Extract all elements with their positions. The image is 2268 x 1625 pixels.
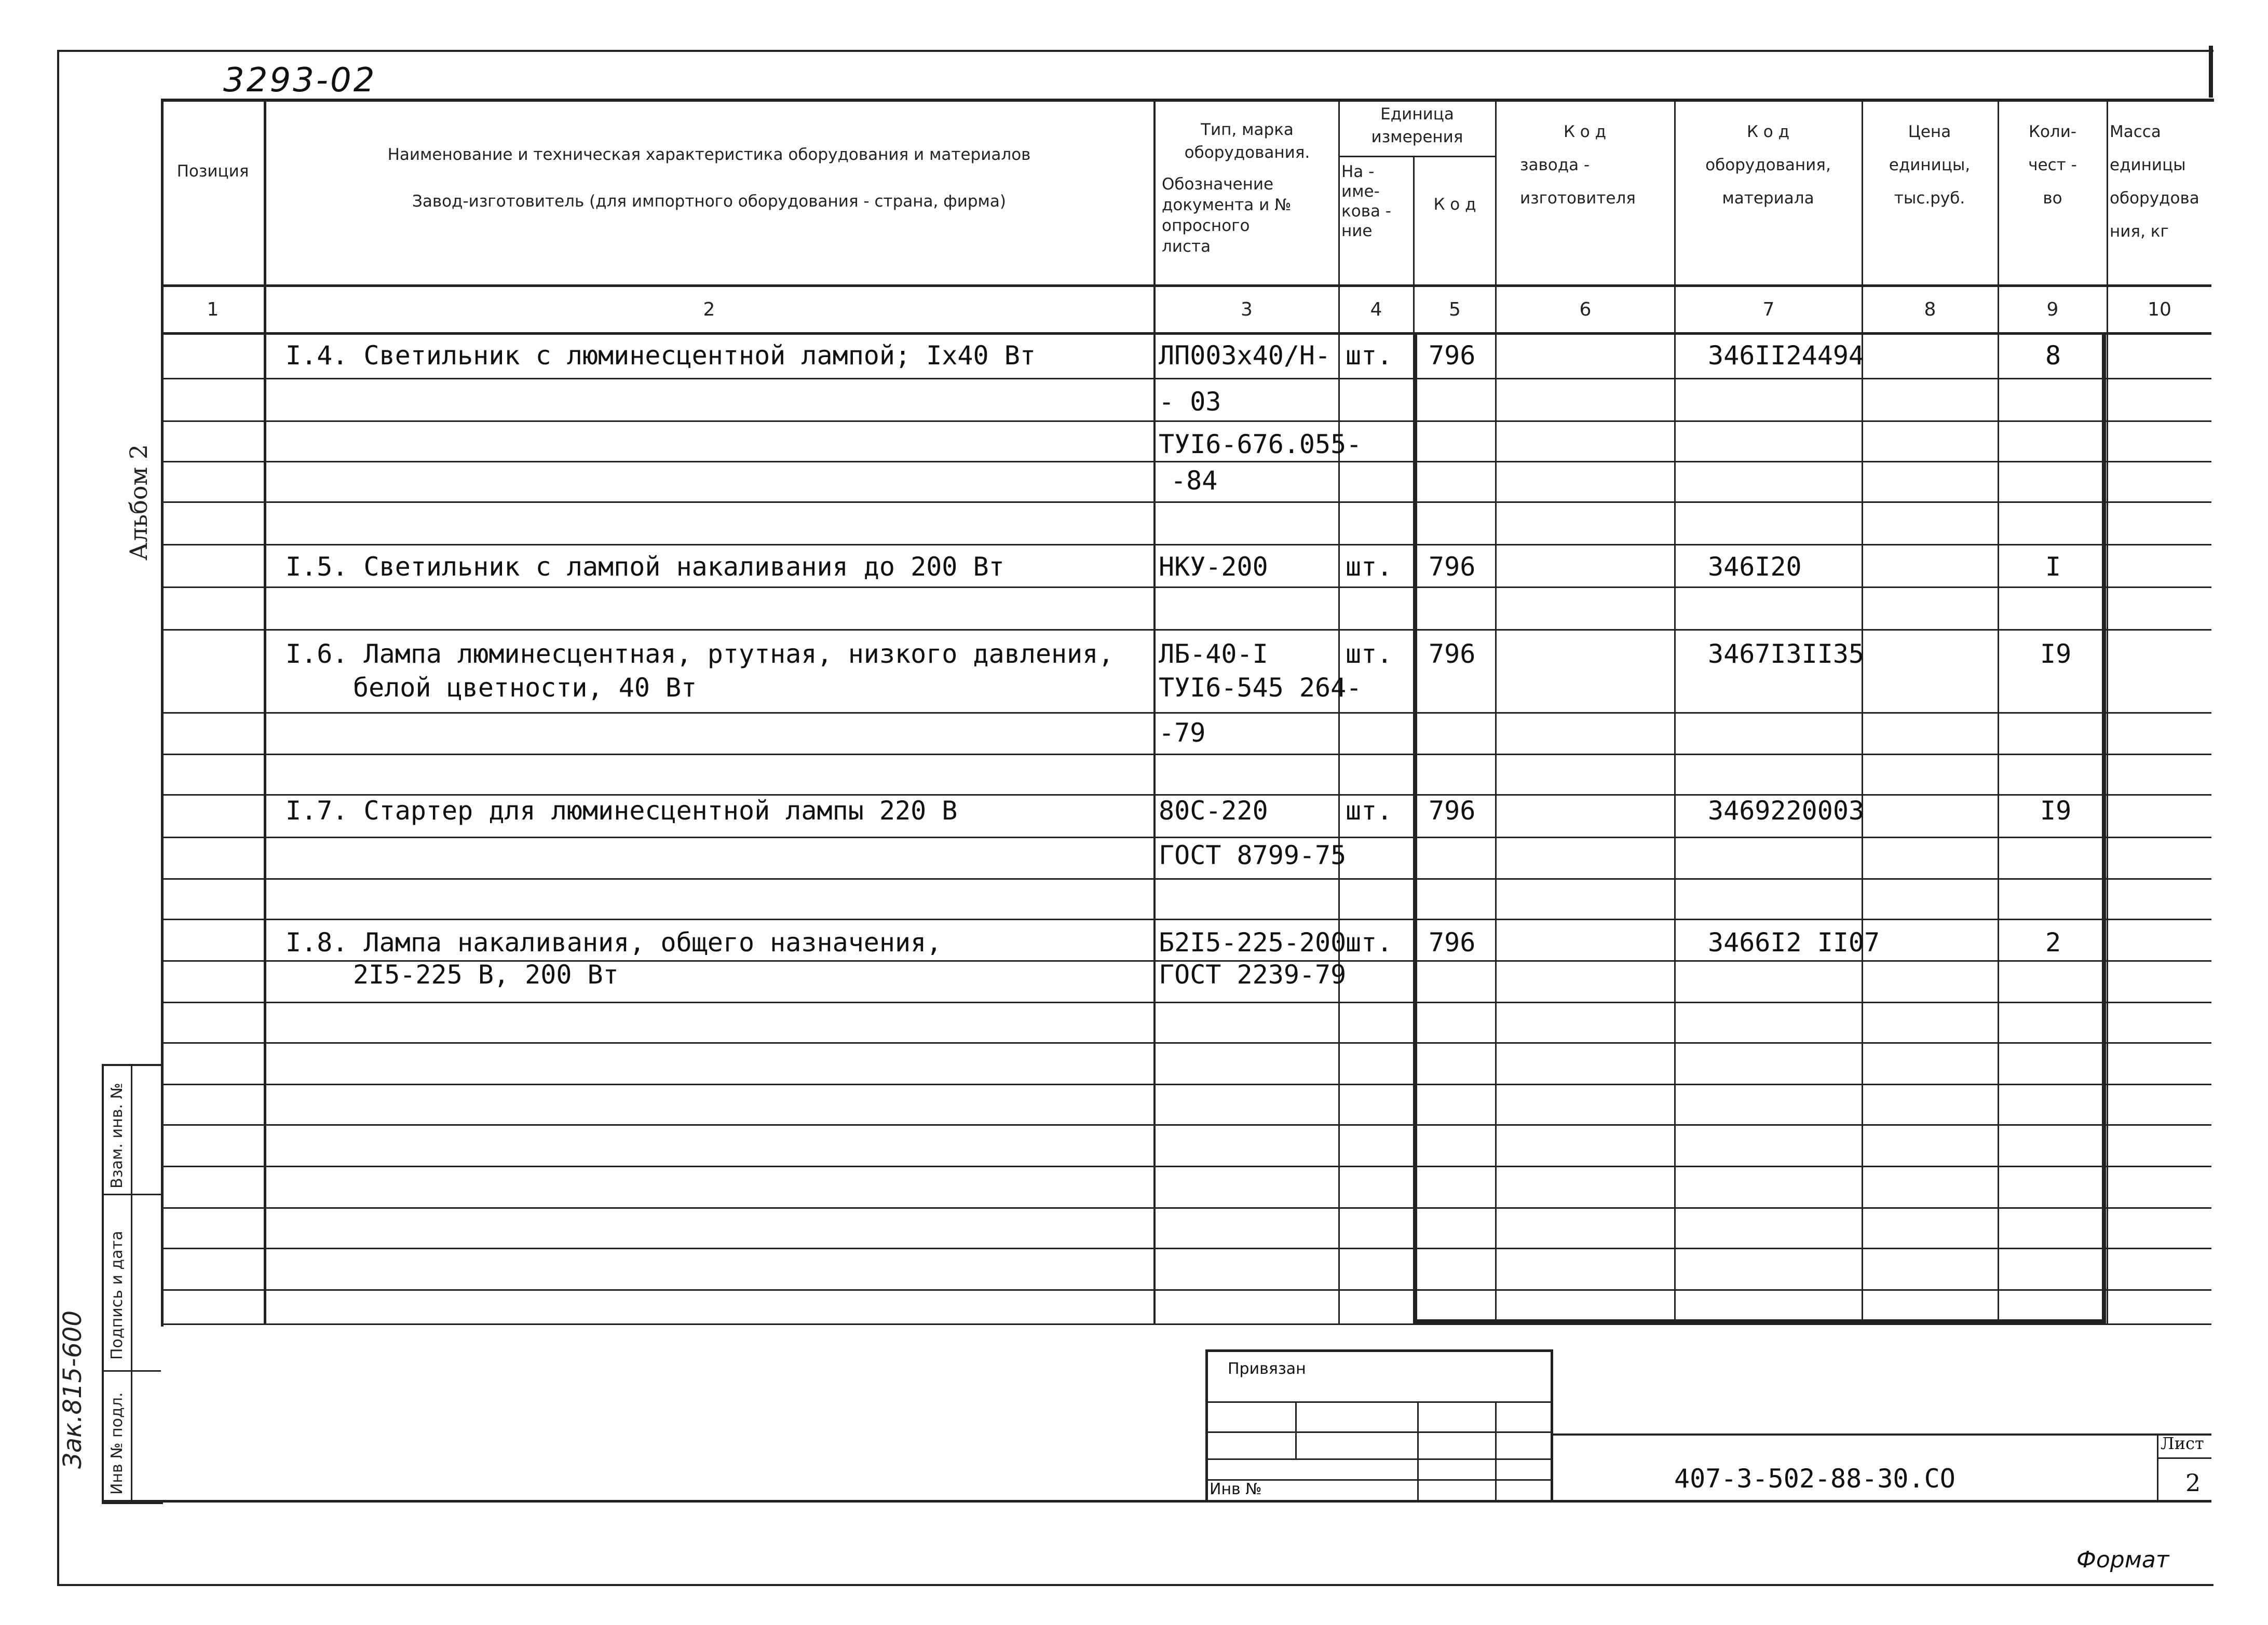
bound-label: Привязан [1228, 1360, 1306, 1378]
header-plant-line: завода - [1520, 156, 1590, 174]
row-line [161, 420, 2211, 422]
row-line [161, 586, 2211, 588]
item-name-cont: 2I5-225 В, 200 Вт [353, 960, 619, 990]
col-number: 9 [2046, 299, 2059, 320]
item-qty: 8 [2045, 340, 2061, 371]
item-type: НКУ-200 [1159, 552, 1268, 582]
col-line [2107, 99, 2108, 1323]
header-divider [161, 284, 2211, 287]
item-unit-code: 796 [1429, 340, 1476, 371]
header-mass-line: ния, кг [2110, 222, 2169, 241]
header-qty-line: чест - [2028, 156, 2077, 174]
header-price-line: тыс.руб. [1894, 189, 1965, 208]
item-unit-code: 796 [1429, 639, 1476, 669]
sheet-box-line [2157, 1433, 2158, 1500]
header-unit-name [1341, 162, 1414, 241]
item-unit: шт. [1346, 340, 1393, 371]
header-qty [2000, 115, 2106, 215]
side-stamp-divider [102, 1370, 161, 1372]
sheet-box-line [2157, 1457, 2211, 1459]
item-unit: шт. [1346, 552, 1393, 582]
col-number: 10 [2148, 299, 2171, 320]
header-price [1863, 115, 1997, 215]
item-name: I.7. Стартер для люминесцентной лампы 220 В [286, 796, 958, 826]
item-doc: -79 [1159, 718, 1206, 748]
thick-box [1413, 332, 2106, 1323]
item-doc: ГОСТ 2239-79 [1159, 960, 1347, 990]
side-stamp-sign: Подпись и дата [108, 1231, 126, 1360]
item-type: ЛБ-40-I [1159, 639, 1268, 669]
header-plant-line: К о д [1563, 122, 1607, 141]
side-stamp-divider [131, 1064, 132, 1500]
header-doc-line: опросного [1162, 216, 1250, 235]
bound-stamp-line [1295, 1401, 1297, 1458]
row-line [161, 1124, 2211, 1126]
frame-right-edge [2209, 46, 2213, 98]
row-line [161, 1289, 2211, 1291]
header-equip-line: оборудования, [1705, 156, 1831, 174]
row-line [161, 1166, 2211, 1167]
header-position: Позиция [176, 162, 249, 181]
bound-stamp-line [1495, 1401, 1497, 1500]
col-line [264, 99, 266, 1323]
item-unit-code: 796 [1429, 552, 1476, 582]
row-line [161, 1042, 2211, 1044]
header-price-line: Цена [1908, 122, 1951, 141]
col-line [1338, 99, 1340, 1323]
item-code: 3466I2 II07 [1708, 927, 1880, 958]
header-type-line: Тип, марка [1201, 120, 1294, 139]
sheet-label: Лист [2161, 1433, 2204, 1453]
item-name-cont: белой цветности, 40 Вт [353, 673, 697, 703]
header-mass [2110, 115, 2211, 248]
header-unit-name-line: На - [1341, 162, 1375, 181]
col-line [1153, 99, 1156, 1323]
stamp-top-line [1551, 1433, 2211, 1436]
row-line [161, 712, 2211, 714]
inv-label: Инв № [1210, 1480, 1262, 1498]
col-number: 4 [1370, 299, 1382, 320]
item-doc: -84 [1171, 466, 1218, 496]
header-price-line: единицы, [1889, 156, 1971, 174]
header-equip-line: материала [1722, 189, 1814, 208]
col-number: 5 [1449, 299, 1461, 320]
header-plant-code [1497, 115, 1673, 215]
col-number: 1 [207, 299, 219, 320]
item-type: - 03 [1159, 387, 1221, 417]
col-number: 6 [1579, 299, 1592, 320]
bound-stamp-line [1205, 1431, 1551, 1433]
bound-stamp-line [1205, 1401, 1551, 1403]
item-unit: шт. [1346, 639, 1393, 669]
item-doc: ТУI6-545 264- [1159, 673, 1362, 703]
doc-code: 407-3-502-88-30.СО [1674, 1464, 1955, 1494]
row-line [161, 1248, 2211, 1249]
item-name: I.6. Лампа люминесцентная, ртутная, низкого давления, [286, 639, 1114, 669]
row-line [161, 1084, 2211, 1085]
sheet-number: 2 [2185, 1469, 2201, 1497]
item-qty: I [2045, 552, 2061, 582]
item-unit-code: 796 [1429, 927, 1476, 958]
item-name: I.4. Светильник с люминесцентной лампой; Iх40 Вт [286, 340, 1036, 371]
header-mass-line: оборудова [2110, 189, 2199, 208]
header-unit-name-line: кова - [1341, 202, 1391, 221]
header-doc-line: листа [1162, 237, 1211, 256]
side-stamp-divider [102, 1194, 161, 1195]
row-line [161, 837, 2211, 838]
bound-stamp-line [1205, 1458, 1551, 1460]
row-line [161, 544, 2211, 545]
header-qty-line: во [2043, 189, 2062, 208]
item-type: ЛП003х40/Н- [1159, 340, 1331, 371]
header-unit-line: измерения [1371, 128, 1463, 146]
col-number: 3 [1241, 299, 1253, 320]
header-plant-line: изготовителя [1520, 189, 1636, 208]
header-unit [1339, 103, 1495, 148]
item-doc: ГОСТ 8799-75 [1159, 840, 1347, 870]
row-line [161, 629, 2211, 631]
row-line [161, 1323, 2211, 1325]
row-line [161, 378, 2211, 379]
header-doc [1162, 174, 1333, 257]
header-qty-line: Коли- [2028, 122, 2077, 141]
item-code: 346II24494 [1708, 340, 1865, 371]
row-line [161, 754, 2211, 755]
header-unit-line: Единица [1380, 105, 1454, 124]
format-label: Формат [2076, 1547, 2169, 1573]
header-mass-line: Масса [2110, 122, 2161, 141]
item-code: 346I20 [1708, 552, 1802, 582]
item-unit: шт. [1346, 796, 1393, 826]
item-qty: I9 [2040, 796, 2072, 826]
item-qty: I9 [2040, 639, 2072, 669]
col-number: 2 [703, 299, 715, 320]
stamp-bottom-line [102, 1500, 2211, 1503]
item-unit-code: 796 [1429, 796, 1476, 826]
header-unit-name-line: име- [1341, 182, 1380, 201]
unit-subdivider [1338, 156, 1495, 157]
side-stamp-replace: Взам. инв. № [108, 1083, 126, 1189]
header-type-line: оборудования. [1184, 143, 1310, 162]
row-line [161, 501, 2211, 503]
item-name: I.8. Лампа накаливания, общего назначения, [286, 927, 942, 958]
col-number: 8 [1924, 299, 1936, 320]
row-line [161, 461, 2211, 462]
header-unit-code: К о д [1433, 195, 1476, 214]
row-line [161, 919, 2211, 920]
row-line [161, 878, 2211, 880]
side-stamp-inv: Инв № подл. [108, 1392, 126, 1495]
header-type [1158, 118, 1337, 164]
header-name-line1: Наименование и техническая характеристика оборудования и материалов [387, 145, 1031, 164]
bound-stamp-line [1417, 1401, 1419, 1500]
header-doc-line: документа и № [1162, 196, 1292, 214]
header-name-line2: Завод-изготовитель (для импортного оборудования - страна, фирма) [412, 192, 1007, 211]
order-note: Зак.815-600 [58, 1310, 87, 1469]
header-unit-name-line: ние [1341, 222, 1373, 240]
header-doc-line: Обозначение [1162, 175, 1274, 194]
item-name: I.5. Светильник с лампой накаливания до 200 Вт [286, 552, 1004, 582]
album-label: Альбом 2 [125, 444, 153, 561]
item-unit: шт. [1346, 927, 1393, 958]
header-mass-line: единицы [2110, 156, 2186, 174]
item-code: 3469220003 [1708, 796, 1865, 826]
header-equip-code [1676, 115, 1860, 215]
col-number: 7 [1762, 299, 1775, 320]
header-equip-line: К о д [1746, 122, 1790, 141]
item-doc: ТУI6-676.055- [1159, 429, 1362, 459]
doc-number-top: 3293-02 [223, 61, 377, 100]
item-qty: 2 [2045, 927, 2061, 958]
item-code: 3467I3II35 [1708, 639, 1865, 669]
row-line [161, 1207, 2211, 1209]
row-line [161, 1002, 2211, 1003]
item-type: Б2I5-225-200 [1159, 927, 1347, 958]
item-type: 80С-220 [1159, 796, 1268, 826]
